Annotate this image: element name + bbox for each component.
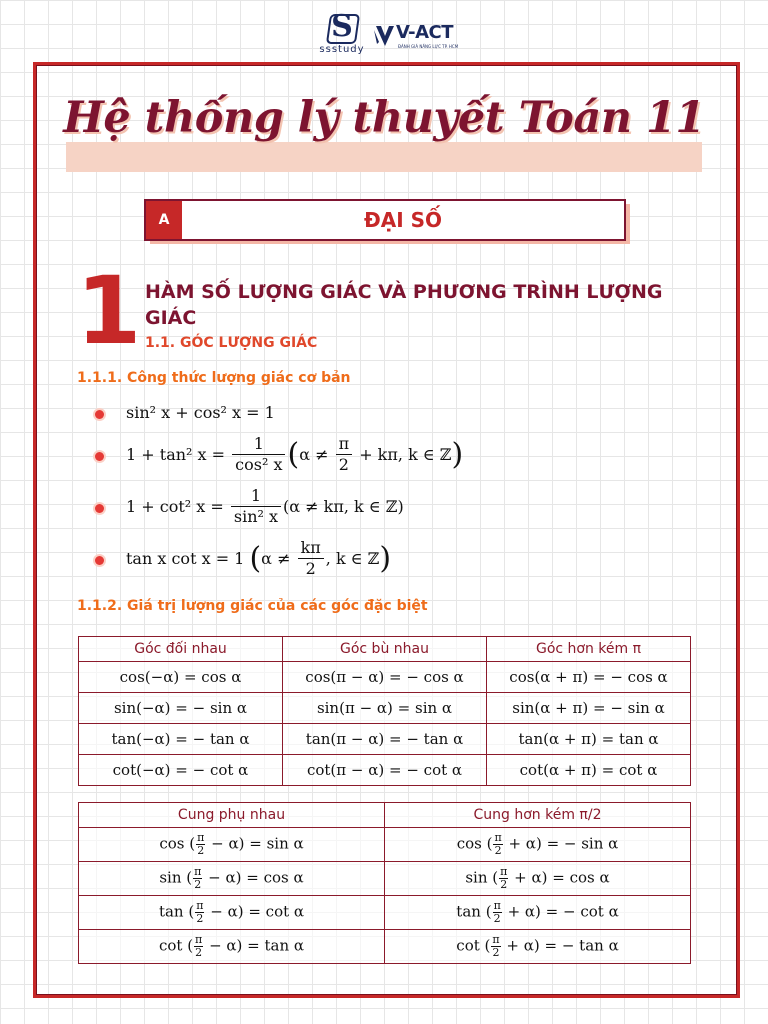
- vact-logo-text: V-ACT: [396, 22, 454, 43]
- table-header-cell: Góc đối nhau: [79, 637, 283, 662]
- argument-offset: − α: [209, 936, 237, 955]
- formula-condition: , k ∈ ℤ: [325, 549, 380, 568]
- fraction-numerator: kπ: [298, 538, 324, 559]
- trig-function: sin: [465, 868, 488, 887]
- vact-logo: [374, 18, 474, 58]
- formula-text: [126, 434, 463, 475]
- table-cell: sin ( $\frac{\pi}{2}$ − α) = cos α: [79, 862, 385, 896]
- fraction-numerator: π: [493, 899, 501, 912]
- formula-item: [92, 486, 692, 534]
- argument-offset: + α: [507, 902, 536, 921]
- fraction-denominator: 2: [195, 946, 203, 959]
- table-row: [79, 755, 691, 786]
- bullet-icon: [95, 452, 104, 461]
- header-logos: [0, 10, 768, 58]
- formula-item: [92, 434, 692, 482]
- formula-condition: (α ≠ kπ, k ∈ ℤ): [283, 497, 404, 516]
- fraction-denominator: 2: [197, 844, 205, 857]
- title-highlight: [66, 142, 702, 172]
- formula-fraction: [231, 486, 281, 527]
- ssstudy-logo-icon: S: [325, 12, 359, 42]
- formula-condition: α ≠: [261, 549, 291, 568]
- fraction-numerator: π: [195, 933, 203, 946]
- formula-item: [92, 398, 692, 438]
- fraction-denominator: 2: [493, 912, 501, 925]
- bullet-icon: [95, 504, 104, 513]
- fraction-numerator: π: [197, 831, 205, 844]
- ssstudy-logo-text: ssstudy: [319, 44, 365, 55]
- fraction-denominator: 2: [196, 912, 204, 925]
- fraction-denominator: 2: [500, 878, 508, 891]
- identity-result: = cos α: [552, 868, 610, 887]
- table-header-cell: Góc bù nhau: [283, 637, 487, 662]
- paren-open: (: [249, 541, 262, 576]
- page-title: Hệ thống lý thuyết Toán 11: [63, 93, 705, 143]
- table-cell: cot ( $\frac{\pi}{2}$ − α) = tan α: [79, 930, 385, 964]
- fraction-denominator: 2: [305, 559, 316, 578]
- fraction-pi-over-2: [499, 866, 508, 891]
- trig-function: cos: [456, 834, 482, 853]
- fraction-pi-over-2: [196, 832, 205, 857]
- argument-offset: + α: [506, 936, 534, 955]
- table-row: [79, 693, 691, 724]
- trig-function: sin: [159, 868, 182, 887]
- formula-text: [126, 538, 391, 579]
- fraction-numerator: 1: [232, 434, 285, 455]
- formula-lhs: 1 + cot² x =: [126, 497, 224, 516]
- argument-offset: + α: [508, 834, 536, 853]
- trig-function: cot: [456, 936, 480, 955]
- table-cell: cot(−α) = − cot α: [79, 755, 283, 786]
- table-header-row: [79, 803, 691, 828]
- table-cell: tan(α + π) = tan α: [487, 724, 691, 755]
- fraction-pi-over-2: [493, 832, 502, 857]
- table-header-cell: Cung hơn kém π/2: [385, 803, 691, 828]
- paren-close: ): [451, 437, 464, 472]
- fraction-denominator: sin² x: [233, 507, 279, 526]
- paren-close: ): [379, 541, 392, 576]
- trig-function: cos: [159, 834, 185, 853]
- special-angles-table: [78, 636, 691, 786]
- ssstudy-logo: [312, 9, 372, 55]
- table-row: [79, 862, 691, 896]
- formula-fraction: [232, 434, 285, 475]
- table-cell: tan(−α) = − tan α: [79, 724, 283, 755]
- fraction-numerator: π: [494, 831, 502, 844]
- fraction-pi-over-2: [493, 900, 502, 925]
- bullet-icon: [95, 556, 104, 565]
- fraction-pi-over-2: [491, 934, 500, 959]
- formula-condition: + kπ, k ∈ ℤ: [359, 445, 452, 464]
- table-cell: sin ( $\frac{\pi}{2}$ + α) = cos α: [385, 862, 691, 896]
- complementary-angles-table: [78, 802, 691, 964]
- fraction-pi-over-2: [193, 866, 202, 891]
- table-row: [79, 662, 691, 693]
- identity-result: = tan α: [247, 936, 305, 955]
- part-letter: A: [146, 201, 182, 239]
- chapter-title: HÀM SỐ LƯỢNG GIÁC VÀ PHƯƠNG TRÌNH LƯỢNG GIÁC: [145, 281, 663, 329]
- identity-result: = − cot α: [545, 902, 619, 921]
- table-header-cell: Cung phụ nhau: [79, 803, 385, 828]
- fraction-denominator: cos² x: [235, 455, 283, 474]
- table-cell: cot(α + π) = cot α: [487, 755, 691, 786]
- table-cell: sin(π − α) = sin α: [283, 693, 487, 724]
- formula-item: [92, 538, 692, 586]
- identity-result: = − sin α: [546, 834, 619, 853]
- table-cell: cos(π − α) = − cos α: [283, 662, 487, 693]
- table-cell: cos(α + π) = − cos α: [487, 662, 691, 693]
- formula-text: [126, 486, 404, 527]
- fraction-denominator: 2: [338, 455, 349, 474]
- table-header-row: [79, 637, 691, 662]
- part-banner: [144, 199, 626, 241]
- trig-function: tan: [158, 902, 184, 921]
- part-name: ĐẠI SỐ: [363, 208, 443, 232]
- argument-offset: − α: [208, 868, 236, 887]
- fraction-numerator: π: [492, 933, 500, 946]
- formula-lhs: tan x cot x = 1: [126, 549, 245, 568]
- fraction-denominator: 2: [194, 878, 202, 891]
- argument-offset: + α: [514, 868, 542, 887]
- fraction-denominator: 2: [494, 844, 502, 857]
- argument-offset: − α: [211, 834, 239, 853]
- table-cell: cos ( $\frac{\pi}{2}$ − α) = sin α: [79, 828, 385, 862]
- formula-fraction: [298, 538, 324, 579]
- table-row: [79, 930, 691, 964]
- table-row: [79, 828, 691, 862]
- fraction-numerator: π: [500, 865, 508, 878]
- section-title: 1.1. GÓC LƯỢNG GIÁC: [145, 335, 318, 351]
- identity-result: = − tan α: [544, 936, 619, 955]
- fraction-pi-over-2: [195, 900, 204, 925]
- chapter-number: 1: [76, 257, 138, 366]
- identity-result: = cos α: [246, 868, 304, 887]
- subsection-title-1: 1.1.1. Công thức lượng giác cơ bản: [77, 370, 351, 386]
- table-row: [79, 896, 691, 930]
- formula-condition: α ≠: [299, 445, 329, 464]
- table-row: [79, 724, 691, 755]
- table-cell: cot ( $\frac{\pi}{2}$ + α) = − tan α: [385, 930, 691, 964]
- table-header-cell: Góc hơn kém π: [487, 637, 691, 662]
- formula-text: sin² x + cos² x = 1: [126, 403, 275, 422]
- trig-function: tan: [456, 902, 481, 921]
- identity-result: = cot α: [248, 902, 305, 921]
- table-cell: sin(α + π) = − sin α: [487, 693, 691, 724]
- subsection-title-2: 1.1.2. Giá trị lượng giác của các góc đặc biệt: [77, 598, 428, 614]
- table-cell: sin(−α) = − sin α: [79, 693, 283, 724]
- formula-lhs: 1 + tan² x =: [126, 445, 226, 464]
- table-cell: tan ( $\frac{\pi}{2}$ − α) = cot α: [79, 896, 385, 930]
- trig-function: cot: [158, 936, 183, 955]
- fraction-numerator: π: [336, 434, 353, 455]
- fraction-numerator: π: [196, 899, 204, 912]
- table-cell: tan(π − α) = − tan α: [283, 724, 487, 755]
- table-cell: cot(π − α) = − cot α: [283, 755, 487, 786]
- fraction-numerator: π: [194, 865, 202, 878]
- fraction-pi-over-2: [194, 934, 203, 959]
- fraction-numerator: 1: [231, 486, 281, 507]
- table-cell: cos ( $\frac{\pi}{2}$ + α) = − sin α: [385, 828, 691, 862]
- paren-open: (: [287, 437, 300, 472]
- formula-fraction: [336, 434, 353, 475]
- vact-logo-icon: [374, 22, 396, 48]
- part-banner-box: [144, 199, 626, 241]
- identity-result: = sin α: [249, 834, 304, 853]
- argument-offset: − α: [210, 902, 238, 921]
- table-cell: cos(−α) = cos α: [79, 662, 283, 693]
- fraction-denominator: 2: [492, 946, 500, 959]
- bullet-icon: [95, 410, 104, 419]
- table-cell: tan ( $\frac{\pi}{2}$ + α) = − cot α: [385, 896, 691, 930]
- vact-logo-subtext: ĐÁNH GIÁ NĂNG LỰC TP. HCM: [398, 44, 459, 49]
